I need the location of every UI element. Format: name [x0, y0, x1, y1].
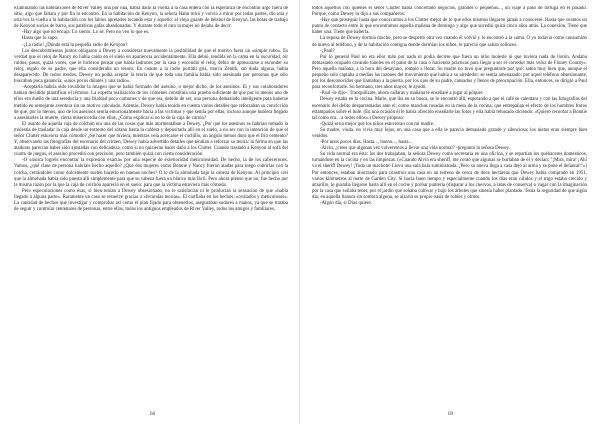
paragraph: -¿La radio! ¿Dónde está la pequeña radio de Kenyon? [22, 42, 128, 48]
paragraph: Su madre, viuda, no vivía muy lejos, en una casa que a ella le parecía demasiado grande y silenciosa; los nietos eran siempre bien venidos. [312, 127, 587, 139]
paragraph: -Aceptarla habría sido invalidar la imagen que se había formado del asesino, o mejor dicho, de los asesinos. El y sus colaboradores habían decidido plantificar el término. La experta realización de los crímenes constituía una prueba suficiente de que por lo menos uno de ellos era dueño de una sereducía y una frialdad poco comunes y de que era, debido de ser, una persona demasiado inteligente para haberse metido en semejante aventura sin un motivo calculado. Además, Dewey había tenido en cuenta varios detalles que reforzaban su convicción de que, por lo menos, uno de los asesinos sentía emocionalmente hacia a las víctimas y que sentía por ellas, incluso aunque hubiera llegado a asesinarles la muerte, cierta misericordia con ellas, ¿Cómo explicar si no lo de la caja de cartón? [14, 85, 288, 121]
paragraph: Su vida normal era ésta: los dos trabajaban, la señora Dewey como secretaria en una oficina, y se repartían los quehaceres domésticos, turnándose en la cocina y en las limpiezas. («Cuando Alvin era sheriff, me contó que algunas se burlaban de él y decían: "¡Mira, mira! ¡Ahí va el sheriff Dewey! ¡Todo un machote! Lleva una sola bala suministrada. ¡Pero su nueva llega a casa dejó al arma y se pone el delantal!"») Por entonces, estaban ahorrando para construir una casa en un terreno de cerca de doce hectáreas que Dewey había comprado en 1951, varios kilómetros al norte de Garden City. Si hacía buen tiempo y especialmente cuando los días eran cálidos y el trigo estaba crecido y amarillo, le gustaba llegarse hasta allí en el coche y probar puntería (disparar a los cuervos, a latas de conserva) o vagar con la imaginación por la casa que soñaba tener, por el jardín que soñaba cultivar y bajo los árboles que sinesía haber plantado. Tenía la seguridad de que algún día, en aquella llanura sin sombra alguna, se alzaría su propio oasis de robles y olmos. [312, 152, 587, 200]
right-page-text [312, 6, 587, 390]
page-number: 68 [150, 412, 155, 417]
paragraph: Dewey estaba en la cocina. Marie, que iba en su busca, se lo encontró allí, esperando a que el café se calentara y con las fotografías del escenario del delito desparramadas ante el, como manchas rosadas en la mesa de la cocina, que entrepañan el efecto de los hombres frutos estampados sobre el hule. (En una ocasión él le había ofrecido enseñarle las fotos y ella había rehusado diciendo: «Quiero recordar a Bonnie tal como era... a todos ellos».) Dewey propuso: [312, 97, 587, 121]
paragraph: Hasta que lo supo. [22, 36, 59, 42]
paragraph: -Quizá sería mejor que los niños estuvieran con mi madre. [320, 121, 435, 127]
paragraph: El asunto de aquella caja de colchón era una de las cosas que más atormentaban a Dewey. ¿Por qué los asesinos se habrían tomado la molestia de trasladar la caja desde un extremo del sótano hasta la caldera y depositarla allí en el suelo, a no ser con la intención de que el señor Clutter estuviera más cómodo? ¿Se hacer que tuviera, mientras veía acercarse el cuchillo, un ángulo menos duro que el frío cemento? Y, observando las fotografías del escenario del crimen, Dewey había advertido detalles que tendían a reforzar su teoría: la forma en que las ataduras parecían haber sido ajustadas con delicadeza, como si no quisieran hacer daño a los Clutter. Cuando trasladó a Kenyon al sofá del cuarto de juegos, el asesino procedió con precisión, pero también quizá con cierta consideración. [14, 121, 288, 158]
page-number: 69 [448, 412, 453, 417]
paragraph: -Paul -le dijo-. Tranquilízate, ahora callarás y mañana te enseñaré a jugar al póquer. [320, 91, 484, 97]
paragraph: -Alvin, ¿crees que algunas vez volveremos a llevar una vida normal? -preguntó la señora Dewey. [320, 146, 510, 152]
paragraph: La esposa de Dewey dormía mucho, pero se despertó otra vez cuando él volvió y lo encontró a la cama. O yo todavía como consumido de nuevo al teléfono, y de la habitación contigua donde dormían los niños, le pareció que salían sollozos. [312, 36, 587, 48]
paragraph: todos aquellos con quienes el señor Clutter había concertado negocios, grandes o pequeños..., un viaje a paso de tortuga en el pasado. Porque, como Dewey lo dijo a sus compañeros: [312, 6, 587, 18]
paragraph: -Hay algo que no encaja. Lo siento. Lo sé. Pero no veo lo que es. [22, 30, 150, 36]
right-page [300, 0, 600, 424]
paragraph: Pero especulaciones como ésas, si bien tenían a Dewey obsesionado, no le satisfacían ni le producían la sensación de que «había llegado a alguna parte». Raramente un caso se resuelve gracias a «fecundas teorías». El confiaba en los hechos, «ovalados y meticulosos». La cantidad de hechos que investigar y comprobar así como el plan fijado para obtenerlos, aseguraban sudores a manos, ya que se trataba de seguir y controlar centenares de personas, entre ellas, todos los antiguos empleados de River Valley, todos los amigos y familiares, [14, 188, 288, 213]
paragraph: Los descubrimientos juntos obligaron a Dewey a considerar nuevamente la posibilidad de que el motivo fuera un «simple robo». Es verdad que el reloj de Nancy no había caído en el suelo en apariencia accidentalmente. Ella debió, tendida en la cama en la oscuridad, oír ruidos, pasos, quizá voces, que le hicieron pensar que había ladrones por la casa y escondió el reloj, debió de apresurarse a esconder su reloj, regalo de su padre, que ella consideraba un tesoro. En cuanto a la radio portátil gris, marca Zenith, sin duda alguna, había desaparecido. De todos modos, Dewey no podía aceptar la teoría de que toda una familia había sido asesinada por personas que sólo buscaban poca ganancia: «unos pocos dólares y una radio». [14, 48, 288, 85]
left-page-text [14, 6, 288, 408]
paragraph: -Algún día, si Dios quiere. [320, 201, 372, 206]
paragraph: examinando las habitaciones de River Valley una por una, había dado la vuelta a la casa entera con la esperanza de encontrar algo fuera de sitio, algo que faltara y por fin lo encontró. En la habitación de Kenyon, la señora Hahn miró y volvió a mirar por todas partes, dio una y otra vez la vuelta a la habitación con los labios apretados tocando esto y aquello: el viejo guante de béisbol de Kenyon, las botas de trabajo de Kenyon sucias de barro, sus patéticas gafas abandonadas. Y durante todo el rato la mujer no dejaba de decir: [14, 6, 288, 30]
paragraph: -¿Paul? [320, 48, 335, 54]
paragraph: Por lo general Paul no era ellor mán por nada ni podía decirse que fuera un niño moleste ni que tuviera nada de llorón. Andaba demasiado ocupado cavando túneles en el patio de la casa o haciendo prácticas para llegar a ser el corredor más veloz de Finney County». Pero aquella mañana, a la hora del desayuno, rompió a llorar. Su madre no tuvo que preguntarle por qué: sabía muy bien que, aunque el pequeño sólo captaba a medias las razones del movimiento que había a su alrededor, se sentía amenazado: por aquel teléfono obsesionante, por los desconocidos que llamaban a la puerta, por los ojos de su padre, cansados y llenos de preocupación. Ella, entonces, se dirigió a Paul para reconfortarle. Su hermano, tres años mayor, le ayudó. [312, 54, 587, 91]
paragraph: -O «nunca logréis encontrar la expresión exacta» por una especie de exterioridad meticulosidad. De hecho, la de los cabecerones. Vamos, ¿qué clase de persona habríais hecho aquello? ¿Qué dos mujeres como Bonnie y Nancy fueron atadas para luego cubrirlas con la colcha, cerrándoles como dulcemente suelen hacerlo en buenas noches? O lo de la almohada bajo la cabeza de Kenyon. Al principio creí que la almohada había sido puesta allí simplemente para que su cabeza fuera un blanco más fácil. Pero ahora pienso que no, fue hecho por la misma razón por la que la caja de colchón apareció en el suelo: para que la víctima estuviera más cómoda. [14, 158, 288, 188]
paragraph: -Por unos pocos días. Hasta..., bueno..., hasta... [320, 140, 413, 146]
paragraph: -Hay que proseguir hasta que conozcamos a los Clutter mejor de lo que ellos mismos llegaron jamás a conocerse. Hasta que veamos un punto de contacto entre lo que encontramos aquella mañana de domingo y algo que sucedió quizá cinco años atrás. La conexión. Tiene que haber una. Tiene que haberla. [312, 18, 587, 36]
